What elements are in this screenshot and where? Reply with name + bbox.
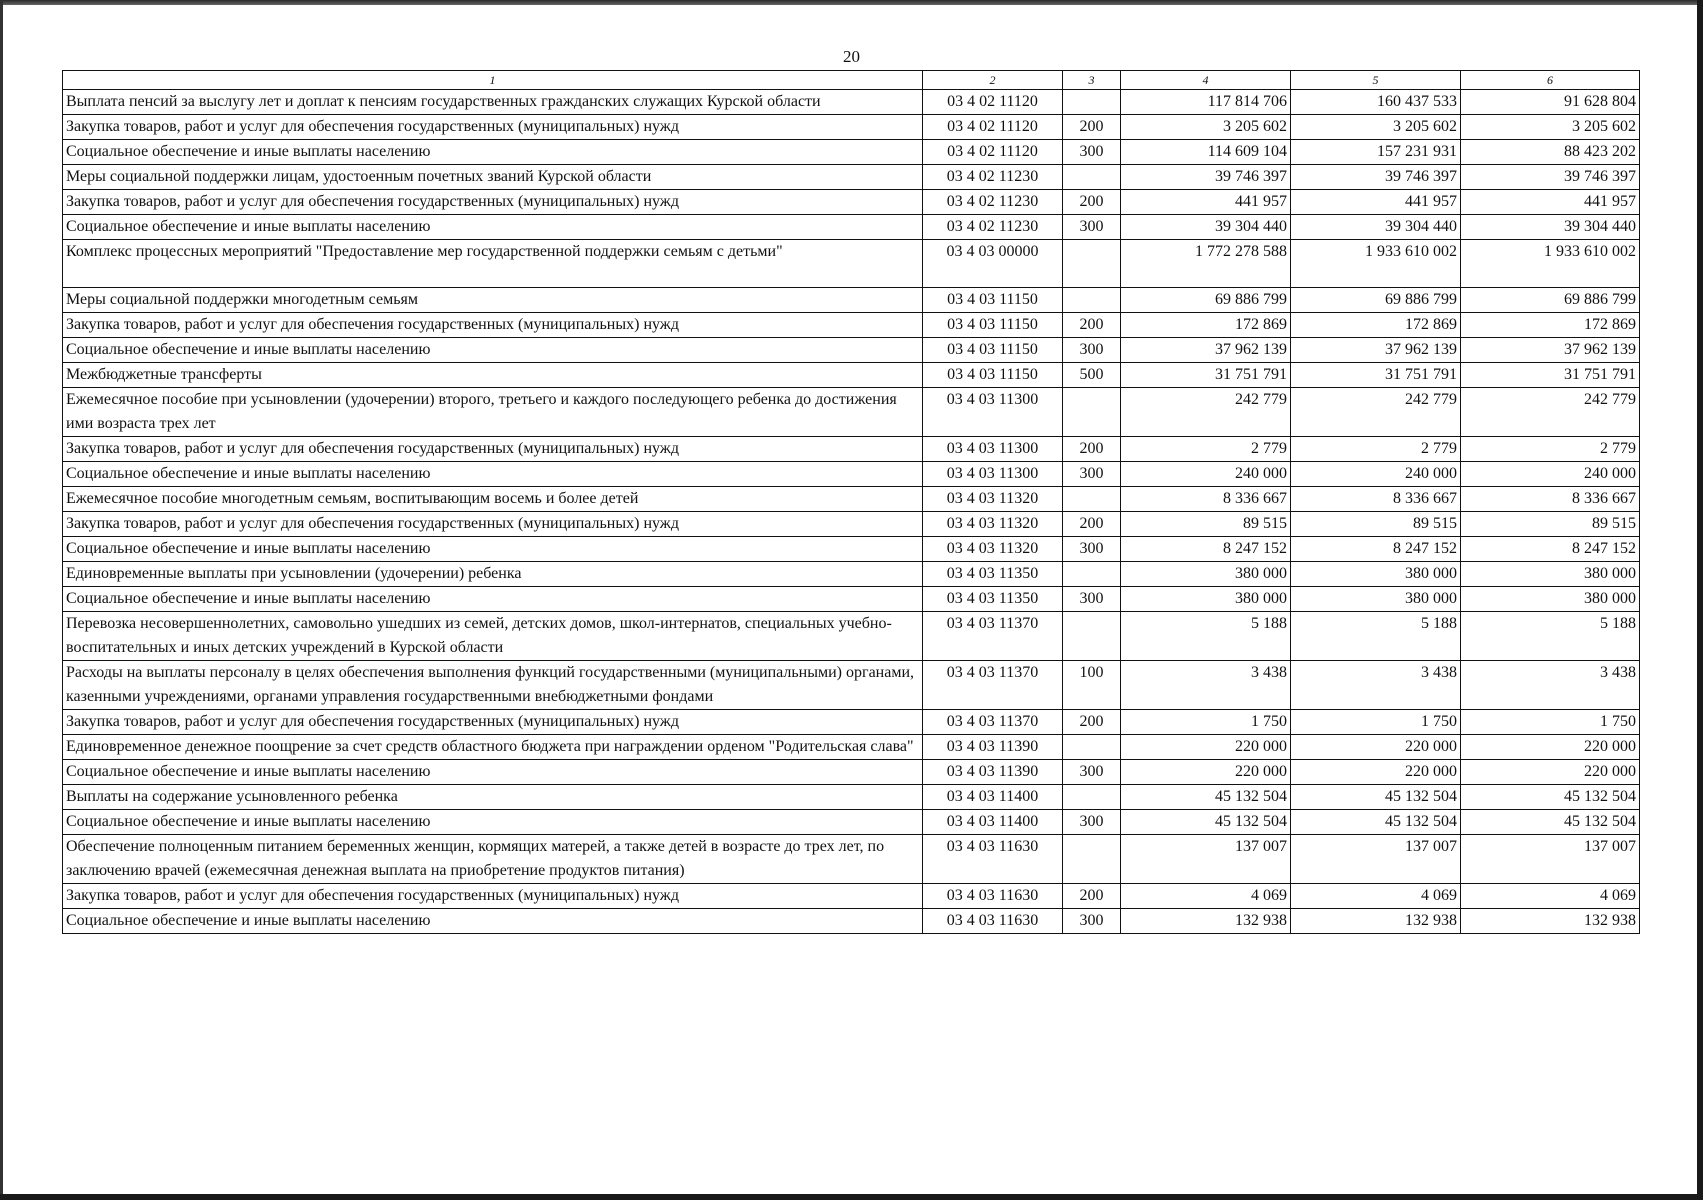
row-name-cell: Обеспечение полноценным питанием беременных женщин, кормящих матерей, а также детей в возрасте до трех лет, по заключению врачей (ежемесячная денежная выплата на приобретение продуктов питания) — [63, 835, 923, 884]
row-value-cell: 172 869 — [1291, 313, 1461, 338]
row-value-cell: 89 515 — [1291, 512, 1461, 537]
row-value-cell: 3 205 602 — [1461, 115, 1640, 140]
row-code-cell: 03 4 02 11120 — [923, 140, 1063, 165]
row-value-cell: 4 069 — [1291, 884, 1461, 909]
row-name-cell: Перевозка несовершеннолетних, самовольно ушедших из семей, детских домов, школ-интернатов, специальных учебно-воспитательных и иных детских учреждений в Курской области — [63, 612, 923, 661]
row-value-cell: 441 957 — [1291, 190, 1461, 215]
row-kvr-cell: 200 — [1063, 115, 1121, 140]
row-code-cell: 03 4 03 11390 — [923, 735, 1063, 760]
row-value-cell: 45 132 504 — [1291, 810, 1461, 835]
row-value-cell: 5 188 — [1121, 612, 1291, 661]
row-kvr-cell: 300 — [1063, 760, 1121, 785]
row-code-cell: 03 4 03 11350 — [923, 587, 1063, 612]
row-kvr-cell: 200 — [1063, 884, 1121, 909]
row-name-cell: Закупка товаров, работ и услуг для обеспечения государственных (муниципальных) нужд — [63, 512, 923, 537]
row-value-cell: 2 779 — [1121, 437, 1291, 462]
row-value-cell: 3 205 602 — [1291, 115, 1461, 140]
row-value-cell: 160 437 533 — [1291, 90, 1461, 115]
table-row — [63, 190, 1640, 215]
row-kvr-cell — [1063, 612, 1121, 661]
row-code-cell: 03 4 03 11150 — [923, 363, 1063, 388]
table-row — [63, 562, 1640, 587]
row-value-cell: 88 423 202 — [1461, 140, 1640, 165]
row-value-cell: 45 132 504 — [1121, 810, 1291, 835]
row-value-cell: 132 938 — [1291, 909, 1461, 934]
table-row — [63, 140, 1640, 165]
row-value-cell: 3 438 — [1121, 661, 1291, 710]
column-header: 1 — [63, 71, 923, 90]
row-kvr-cell — [1063, 835, 1121, 884]
row-value-cell: 242 779 — [1291, 388, 1461, 437]
row-code-cell: 03 4 03 11400 — [923, 810, 1063, 835]
table-row — [63, 835, 1640, 884]
row-value-cell: 1 750 — [1291, 710, 1461, 735]
row-kvr-cell: 200 — [1063, 512, 1121, 537]
row-value-cell: 69 886 799 — [1461, 288, 1640, 313]
row-value-cell: 45 132 504 — [1121, 785, 1291, 810]
row-value-cell: 220 000 — [1291, 760, 1461, 785]
table-row — [63, 338, 1640, 363]
table-row — [63, 537, 1640, 562]
row-name-cell: Закупка товаров, работ и услуг для обеспечения государственных (муниципальных) нужд — [63, 437, 923, 462]
scan-border-top — [0, 0, 1703, 5]
row-name-cell: Социальное обеспечение и иные выплаты населению — [63, 338, 923, 363]
row-value-cell: 2 779 — [1461, 437, 1640, 462]
budget-table — [62, 70, 1640, 934]
row-value-cell: 114 609 104 — [1121, 140, 1291, 165]
row-value-cell: 172 869 — [1461, 313, 1640, 338]
row-name-cell: Социальное обеспечение и иные выплаты населению — [63, 587, 923, 612]
row-value-cell: 441 957 — [1121, 190, 1291, 215]
row-value-cell: 37 962 139 — [1291, 338, 1461, 363]
row-name-cell: Закупка товаров, работ и услуг для обеспечения государственных (муниципальных) нужд — [63, 884, 923, 909]
row-value-cell: 137 007 — [1291, 835, 1461, 884]
row-name-cell: Меры социальной поддержки многодетным семьям — [63, 288, 923, 313]
row-value-cell: 441 957 — [1461, 190, 1640, 215]
table-row — [63, 165, 1640, 190]
row-value-cell: 220 000 — [1121, 760, 1291, 785]
table-row — [63, 735, 1640, 760]
row-name-cell: Ежемесячное пособие многодетным семьям, воспитывающим восемь и более детей — [63, 487, 923, 512]
row-kvr-cell — [1063, 240, 1121, 288]
row-code-cell: 03 4 03 11300 — [923, 388, 1063, 437]
row-value-cell: 1 750 — [1461, 710, 1640, 735]
row-value-cell: 37 962 139 — [1461, 338, 1640, 363]
row-value-cell: 242 779 — [1121, 388, 1291, 437]
row-value-cell: 3 438 — [1291, 661, 1461, 710]
row-kvr-cell: 200 — [1063, 313, 1121, 338]
row-value-cell: 8 336 667 — [1461, 487, 1640, 512]
row-kvr-cell — [1063, 785, 1121, 810]
row-name-cell: Социальное обеспечение и иные выплаты населению — [63, 215, 923, 240]
row-value-cell: 240 000 — [1121, 462, 1291, 487]
row-value-cell: 220 000 — [1461, 760, 1640, 785]
row-code-cell: 03 4 03 11390 — [923, 760, 1063, 785]
row-value-cell: 39 746 397 — [1461, 165, 1640, 190]
row-name-cell: Социальное обеспечение и иные выплаты населению — [63, 140, 923, 165]
table-row — [63, 388, 1640, 437]
row-kvr-cell — [1063, 487, 1121, 512]
row-code-cell: 03 4 03 00000 — [923, 240, 1063, 288]
row-value-cell: 37 962 139 — [1121, 338, 1291, 363]
row-value-cell: 89 515 — [1461, 512, 1640, 537]
row-value-cell: 137 007 — [1121, 835, 1291, 884]
row-code-cell: 03 4 03 11370 — [923, 710, 1063, 735]
row-name-cell: Расходы на выплаты персоналу в целях обеспечения выполнения функций государственными (муниципальными) органами, казенными учреждениями, органами управления государственными внебюджетными фондами — [63, 661, 923, 710]
row-kvr-cell: 300 — [1063, 140, 1121, 165]
row-value-cell: 172 869 — [1121, 313, 1291, 338]
row-value-cell: 45 132 504 — [1461, 810, 1640, 835]
row-code-cell: 03 4 03 11400 — [923, 785, 1063, 810]
row-value-cell: 4 069 — [1121, 884, 1291, 909]
table-row — [63, 313, 1640, 338]
row-value-cell: 220 000 — [1291, 735, 1461, 760]
row-value-cell: 8 247 152 — [1461, 537, 1640, 562]
row-value-cell: 157 231 931 — [1291, 140, 1461, 165]
row-name-cell: Социальное обеспечение и иные выплаты населению — [63, 810, 923, 835]
table-row — [63, 760, 1640, 785]
row-value-cell: 1 933 610 002 — [1461, 240, 1640, 288]
row-value-cell: 91 628 804 — [1461, 90, 1640, 115]
row-value-cell: 220 000 — [1121, 735, 1291, 760]
row-code-cell: 03 4 03 11320 — [923, 487, 1063, 512]
row-kvr-cell: 500 — [1063, 363, 1121, 388]
table-row — [63, 810, 1640, 835]
row-kvr-cell: 300 — [1063, 587, 1121, 612]
row-name-cell: Закупка товаров, работ и услуг для обеспечения государственных (муниципальных) нужд — [63, 710, 923, 735]
page-number: 20 — [843, 47, 860, 66]
column-header: 6 — [1461, 71, 1640, 90]
column-header: 4 — [1121, 71, 1291, 90]
row-kvr-cell: 200 — [1063, 710, 1121, 735]
row-value-cell: 132 938 — [1461, 909, 1640, 934]
row-code-cell: 03 4 03 11150 — [923, 288, 1063, 313]
row-value-cell: 31 751 791 — [1461, 363, 1640, 388]
row-value-cell: 8 336 667 — [1291, 487, 1461, 512]
row-value-cell: 3 438 — [1461, 661, 1640, 710]
table-row — [63, 288, 1640, 313]
row-kvr-cell: 300 — [1063, 909, 1121, 934]
row-code-cell: 03 4 02 11230 — [923, 190, 1063, 215]
row-code-cell: 03 4 03 11370 — [923, 661, 1063, 710]
scan-border-left — [0, 0, 3, 1200]
row-code-cell: 03 4 02 11230 — [923, 165, 1063, 190]
row-value-cell: 89 515 — [1121, 512, 1291, 537]
row-code-cell: 03 4 03 11300 — [923, 462, 1063, 487]
row-code-cell: 03 4 03 11370 — [923, 612, 1063, 661]
row-value-cell: 39 304 440 — [1291, 215, 1461, 240]
row-value-cell: 3 205 602 — [1121, 115, 1291, 140]
row-name-cell: Закупка товаров, работ и услуг для обеспечения государственных (муниципальных) нужд — [63, 115, 923, 140]
row-value-cell: 380 000 — [1291, 562, 1461, 587]
row-value-cell: 380 000 — [1291, 587, 1461, 612]
row-name-cell: Закупка товаров, работ и услуг для обеспечения государственных (муниципальных) нужд — [63, 313, 923, 338]
row-kvr-cell — [1063, 165, 1121, 190]
row-kvr-cell — [1063, 288, 1121, 313]
row-value-cell: 4 069 — [1461, 884, 1640, 909]
row-value-cell: 1 750 — [1121, 710, 1291, 735]
row-name-cell: Межбюджетные трансферты — [63, 363, 923, 388]
row-value-cell: 380 000 — [1121, 587, 1291, 612]
row-value-cell: 39 746 397 — [1121, 165, 1291, 190]
row-kvr-cell: 200 — [1063, 190, 1121, 215]
column-number-row — [63, 71, 1640, 90]
row-name-cell: Социальное обеспечение и иные выплаты населению — [63, 760, 923, 785]
row-code-cell: 03 4 03 11630 — [923, 909, 1063, 934]
row-value-cell: 220 000 — [1461, 735, 1640, 760]
scan-border-bottom — [0, 1194, 1703, 1200]
row-name-cell: Выплата пенсий за выслугу лет и доплат к пенсиям государственных гражданских служащих Курской области — [63, 90, 923, 115]
row-code-cell: 03 4 03 11630 — [923, 884, 1063, 909]
table-row — [63, 909, 1640, 934]
row-code-cell: 03 4 02 11120 — [923, 90, 1063, 115]
table-row — [63, 462, 1640, 487]
row-value-cell: 69 886 799 — [1121, 288, 1291, 313]
row-value-cell: 69 886 799 — [1291, 288, 1461, 313]
row-kvr-cell: 100 — [1063, 661, 1121, 710]
row-code-cell: 03 4 03 11630 — [923, 835, 1063, 884]
row-value-cell: 45 132 504 — [1461, 785, 1640, 810]
row-kvr-cell — [1063, 562, 1121, 587]
row-code-cell: 03 4 03 11350 — [923, 562, 1063, 587]
table-row — [63, 661, 1640, 710]
row-kvr-cell: 300 — [1063, 215, 1121, 240]
row-kvr-cell — [1063, 735, 1121, 760]
row-name-cell: Меры социальной поддержки лицам, удостоенным почетных званий Курской области — [63, 165, 923, 190]
row-value-cell: 8 247 152 — [1291, 537, 1461, 562]
row-value-cell: 117 814 706 — [1121, 90, 1291, 115]
row-kvr-cell — [1063, 90, 1121, 115]
row-name-cell: Единовременные выплаты при усыновлении (удочерении) ребенка — [63, 562, 923, 587]
row-value-cell: 380 000 — [1461, 562, 1640, 587]
row-code-cell: 03 4 02 11120 — [923, 115, 1063, 140]
table-row — [63, 785, 1640, 810]
row-name-cell: Закупка товаров, работ и услуг для обеспечения государственных (муниципальных) нужд — [63, 190, 923, 215]
row-value-cell: 39 304 440 — [1461, 215, 1640, 240]
row-code-cell: 03 4 03 11320 — [923, 537, 1063, 562]
row-kvr-cell: 300 — [1063, 810, 1121, 835]
column-header: 5 — [1291, 71, 1461, 90]
row-value-cell: 1 772 278 588 — [1121, 240, 1291, 288]
column-header: 3 — [1063, 71, 1121, 90]
row-code-cell: 03 4 03 11320 — [923, 512, 1063, 537]
table-row — [63, 115, 1640, 140]
column-header: 2 — [923, 71, 1063, 90]
table-row — [63, 884, 1640, 909]
table-row — [63, 90, 1640, 115]
row-value-cell: 240 000 — [1291, 462, 1461, 487]
row-value-cell: 2 779 — [1291, 437, 1461, 462]
row-name-cell: Социальное обеспечение и иные выплаты населению — [63, 909, 923, 934]
row-value-cell: 1 933 610 002 — [1291, 240, 1461, 288]
row-name-cell: Единовременное денежное поощрение за счет средств областного бюджета при награждении орденом "Родительская слава" — [63, 735, 923, 760]
table-row — [63, 215, 1640, 240]
row-value-cell: 8 336 667 — [1121, 487, 1291, 512]
row-value-cell: 137 007 — [1461, 835, 1640, 884]
row-name-cell: Выплаты на содержание усыновленного ребенка — [63, 785, 923, 810]
row-kvr-cell: 300 — [1063, 537, 1121, 562]
row-value-cell: 5 188 — [1461, 612, 1640, 661]
table-row — [63, 612, 1640, 661]
row-kvr-cell: 300 — [1063, 462, 1121, 487]
table-row — [63, 710, 1640, 735]
row-value-cell: 132 938 — [1121, 909, 1291, 934]
row-value-cell: 5 188 — [1291, 612, 1461, 661]
row-name-cell: Комплекс процессных мероприятий "Предоставление мер государственной поддержки семьям с детьми" — [63, 240, 923, 288]
table-row — [63, 363, 1640, 388]
row-value-cell: 242 779 — [1461, 388, 1640, 437]
row-kvr-cell: 300 — [1063, 338, 1121, 363]
row-code-cell: 03 4 03 11300 — [923, 437, 1063, 462]
row-name-cell: Социальное обеспечение и иные выплаты населению — [63, 462, 923, 487]
row-value-cell: 8 247 152 — [1121, 537, 1291, 562]
row-kvr-cell — [1063, 388, 1121, 437]
row-value-cell: 39 746 397 — [1291, 165, 1461, 190]
row-code-cell: 03 4 03 11150 — [923, 313, 1063, 338]
table-row — [63, 437, 1640, 462]
row-value-cell: 240 000 — [1461, 462, 1640, 487]
row-kvr-cell: 200 — [1063, 437, 1121, 462]
scan-border-right — [1697, 0, 1703, 1200]
row-value-cell: 31 751 791 — [1291, 363, 1461, 388]
row-value-cell: 380 000 — [1121, 562, 1291, 587]
row-name-cell: Социальное обеспечение и иные выплаты населению — [63, 537, 923, 562]
table-row — [63, 240, 1640, 288]
row-value-cell: 31 751 791 — [1121, 363, 1291, 388]
table-row — [63, 512, 1640, 537]
row-value-cell: 39 304 440 — [1121, 215, 1291, 240]
table-body — [63, 90, 1640, 934]
row-name-cell: Ежемесячное пособие при усыновлении (удочерении) второго, третьего и каждого последующего ребенка до достижения ими возраста трех лет — [63, 388, 923, 437]
row-value-cell: 380 000 — [1461, 587, 1640, 612]
row-value-cell: 45 132 504 — [1291, 785, 1461, 810]
row-code-cell: 03 4 03 11150 — [923, 338, 1063, 363]
table-row — [63, 487, 1640, 512]
row-code-cell: 03 4 02 11230 — [923, 215, 1063, 240]
table-row — [63, 587, 1640, 612]
